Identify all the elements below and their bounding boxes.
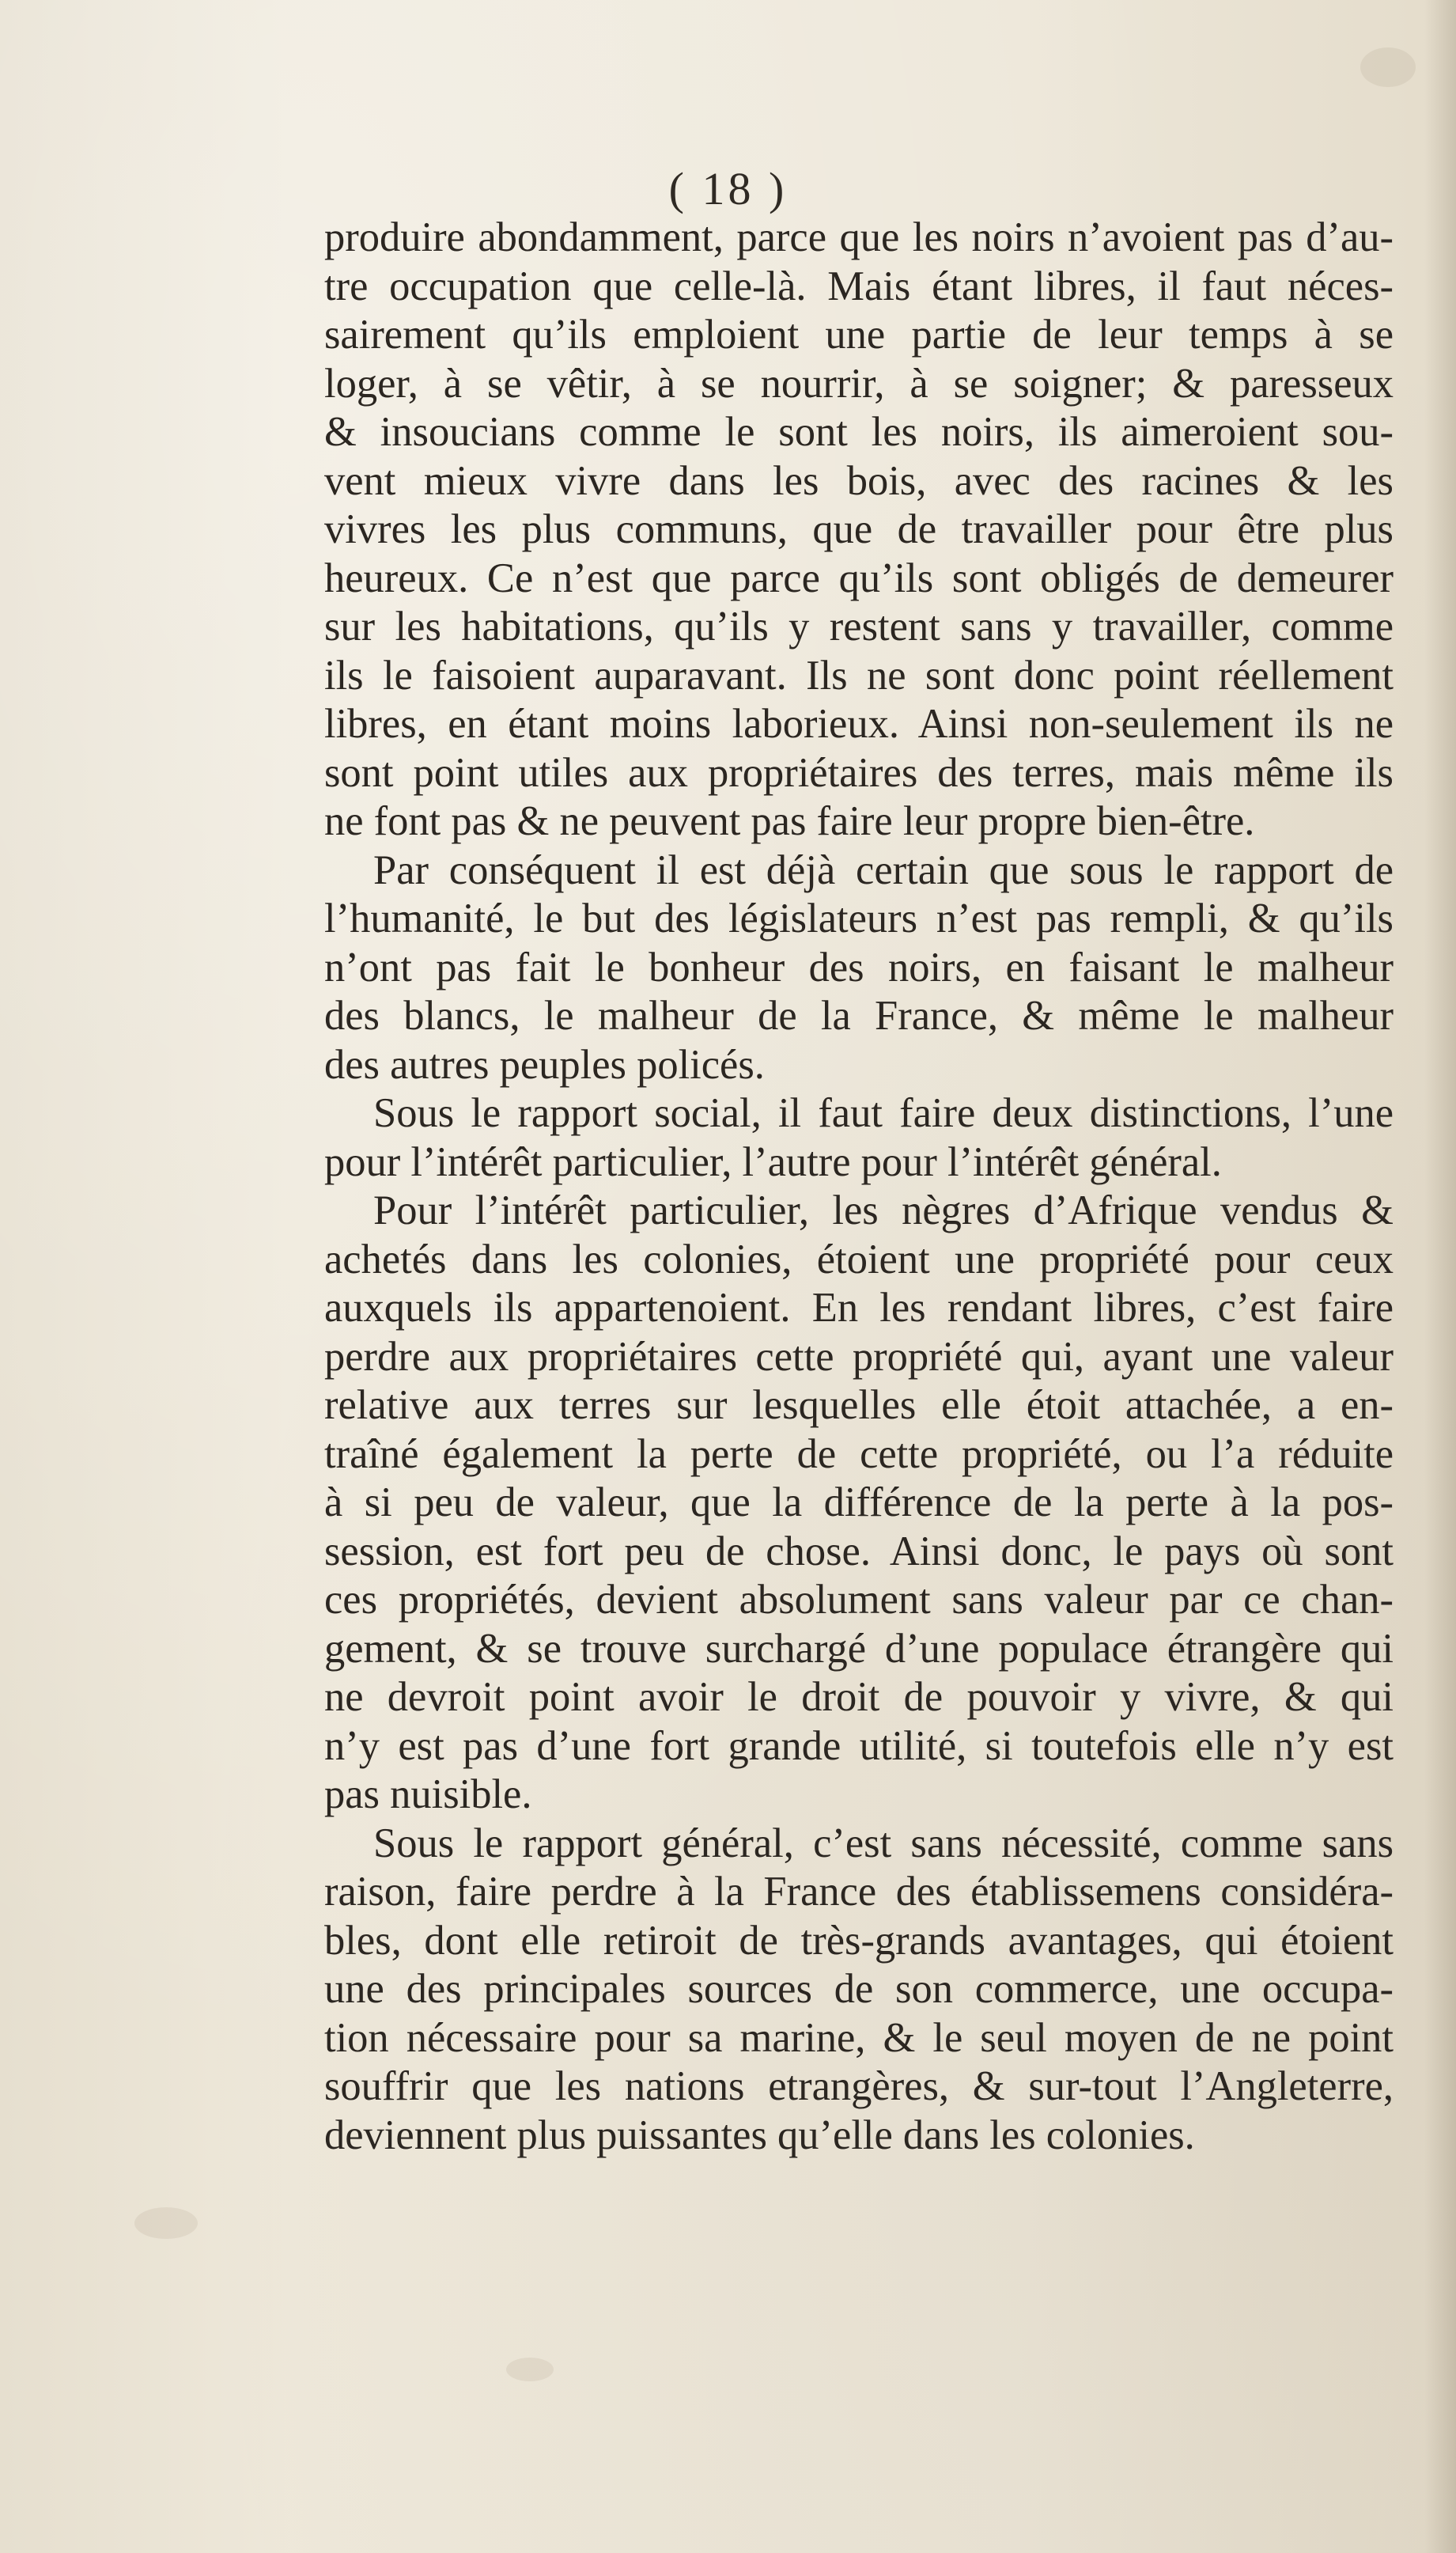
text-line: des blancs, le malheur de la France, & même le malheur [324, 993, 1394, 1039]
text-line: tion nécessaire pour sa marine, & le seul moyen de ne point [324, 2014, 1394, 2061]
text-line: produire abondamment, parce que les noirs n’avoient pas d’au- [324, 214, 1394, 260]
text-line: vivres les plus communs, que de travailler pour être plus [324, 506, 1394, 552]
text-line: ces propriétés, devient absolument sans valeur par ce chan- [324, 1577, 1394, 1623]
text-line: libres, en étant moins laborieux. Ainsi non-seulement ils ne [324, 701, 1394, 747]
text-line: & insoucians comme le sont les noirs, ils aimeroient sou- [324, 409, 1394, 455]
page-number: ( 18 ) [668, 163, 788, 214]
paper-stain [134, 2207, 198, 2239]
text-line: vent mieux vivre dans les bois, avec des racines & les [324, 457, 1394, 504]
paper-stain [1360, 47, 1416, 87]
text-line: ils le faisoient auparavant. Ils ne sont donc point réellement [324, 652, 1394, 699]
text-line: loger, à se vêtir, à se nourrir, à se soigner; & paresseux [324, 360, 1394, 407]
text-line: Sous le rapport social, il faut faire deux distinctions, l’une [373, 1090, 1394, 1136]
paper-stain [506, 2358, 554, 2381]
text-line: traîné également la perte de cette propriété, ou l’a réduite [324, 1430, 1394, 1477]
text-line: tre occupation que celle-là. Mais étant libres, il faut néces- [324, 263, 1394, 309]
text-line: Par conséquent il est déjà certain que sous le rapport de [373, 847, 1394, 893]
text-line: n’ont pas fait le bonheur des noirs, en faisant le malheur [324, 944, 1394, 991]
text-line: une des principales sources de son commerce, une occupa- [324, 1966, 1394, 2012]
text-line: sairement qu’ils emploient une partie de leur temps à se [324, 312, 1394, 358]
page-edge-shadow [1424, 0, 1456, 2553]
text-line: des autres peuples policés. [324, 1041, 765, 1088]
text-line: ne font pas & ne peuvent pas faire leur propre bien-être. [324, 798, 1255, 844]
text-line: souffrir que les nations etrangères, & sur-tout l’Angleterre, [324, 2063, 1394, 2109]
text-line: sont point utiles aux propriétaires des terres, mais même ils [324, 749, 1394, 796]
text-line: pour l’intérêt particulier, l’autre pour l’intérêt général. [324, 1138, 1222, 1185]
text-line: l’humanité, le but des législateurs n’est pas rempli, & qu’ils [324, 896, 1394, 941]
text-line: auxquels ils appartenoient. En les rendant libres, c’est faire [324, 1285, 1394, 1331]
text-line: gement, & se trouve surchargé d’une populace étrangère qui [324, 1625, 1394, 1672]
text-line: Pour l’intérêt particulier, les nègres d’Afrique vendus & [373, 1187, 1394, 1233]
text-line: heureux. Ce n’est que parce qu’ils sont obligés de demeurer [324, 555, 1394, 601]
text-line: achetés dans les colonies, étoient une propriété pour ceux [324, 1236, 1394, 1282]
text-line: pas nuisible. [324, 1771, 532, 1817]
text-line: relative aux terres sur lesquelles elle étoit attachée, a en- [324, 1382, 1394, 1428]
text-line: n’y est pas d’une fort grande utilité, si toutefois elle n’y est [324, 1722, 1394, 1769]
body-text [324, 214, 1394, 2160]
text-line: sur les habitations, qu’ils y restent sans y travailler, comme [324, 604, 1394, 650]
text-line: ne devroit point avoir le droit de pouvoir y vivre, & qui [324, 1674, 1394, 1720]
text-line: raison, faire perdre à la France des établissemens considéra- [324, 1869, 1394, 1915]
text-line: perdre aux propriétaires cette propriété qui, ayant une valeur [324, 1333, 1394, 1380]
text-line: session, est fort peu de chose. Ainsi donc, le pays où sont [324, 1528, 1394, 1574]
text-line: à si peu de valeur, que la différence de la perte à la pos- [324, 1479, 1394, 1525]
text-line: bles, dont elle retiroit de très-grands avantages, qui étoient [324, 1917, 1394, 1964]
text-line: Sous le rapport général, c’est sans nécessité, comme sans [373, 1820, 1394, 1866]
text-line: deviennent plus puissantes qu’elle dans les colonies. [324, 2112, 1195, 2158]
